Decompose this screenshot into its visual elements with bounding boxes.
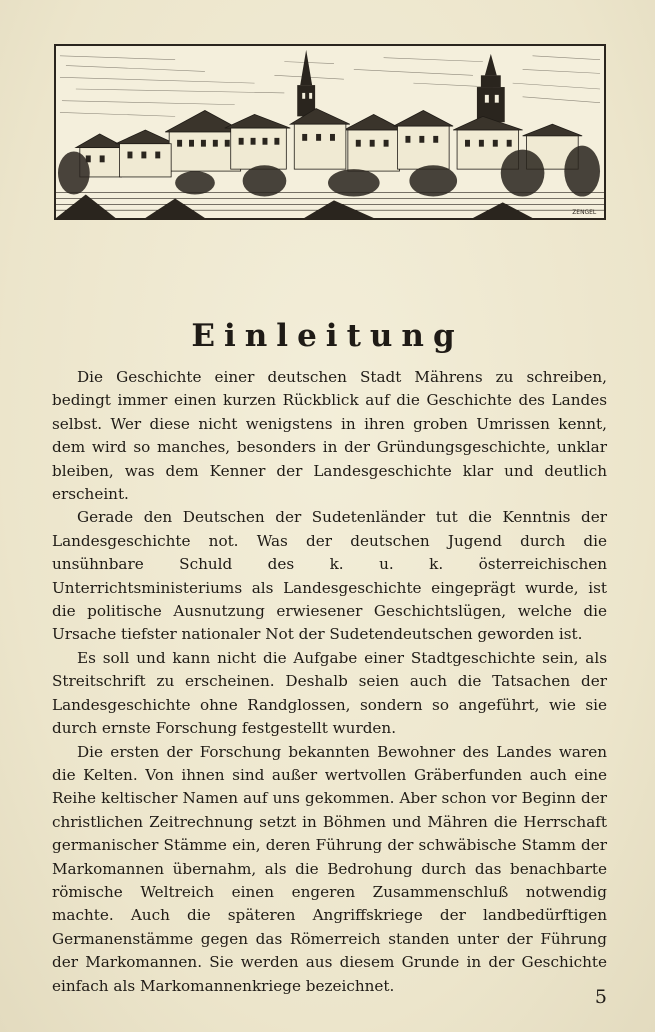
paragraph-1: Die Geschichte einer deutschen Stadt Mährens zu schreiben, bedingt immer einen kurzen Rückblick auf die Geschichte des Landes selbst. Wer diese nicht wenigstens in ihren groben Umrissen kennt, dem wird so manches, besonders in der Gründungsgeschichte, unklar bleiben, was dem Kenner der Landesgeschichte klar und deutlich erscheint. [52,368,607,504]
chapter-title: Einleitung [191,318,464,354]
illustration-signature: ZENGEL [572,210,597,217]
paragraph-2: Gerade den Deutschen der Sudetenländer tut die Kenntnis der Landesgeschichte not. Was der deutschen Jugend durch die unsühnbare Schuld des k. u. k. österreichischen Unterrichtsministeriums als Landesgeschichte eingeprägt wurde, ist die politische Ausnutzung erwiesener Geschichtslügen, welche die Ursache tiefster nationaler Not der Sudetendeutschen geworden ist. [52,508,607,644]
paragraph-3: Es soll und kann nicht die Aufgabe einer Stadtgeschichte sein, als Streitschrift zu erscheinen. Deshalb seien auch die Tatsachen der Landesgeschichte ohne Randglossen, sondern so angeführt, wie sie durch ernste Forschung festgestellt wurden. [52,648,607,738]
town-skyline-illustration [54,44,606,220]
body-text [52,366,607,998]
page-number: 5 [594,986,607,1008]
town-engraving-svg [56,46,604,218]
paragraph-4: Die ersten der Forschung bekannten Bewohner des Landes waren die Kelten. Von ihnen sind außer wertvollen Gräberfunden auch eine Reihe keltischer Namen auf uns gekommen. Aber schon vor Beginn der christlichen Zeitrechnung setzt in Böhmen und Mähren die Herrschaft germanischer Stämme ein, deren Führung der schwäbische Stamm der Markomannen übernahm, als die Bedrohung durch das benachbarte römische Weltreich einen engeren Zusammenschluß notwendig machte. Auch die späteren Angriffskriege der landbedürftigen Germanenstämme gegen das Römerreich standen unter der Führung der Markomannen. Sie werden aus diesem Grunde in der Geschichte einfach als Markomannenkriege bezeichnet. [52,742,607,995]
